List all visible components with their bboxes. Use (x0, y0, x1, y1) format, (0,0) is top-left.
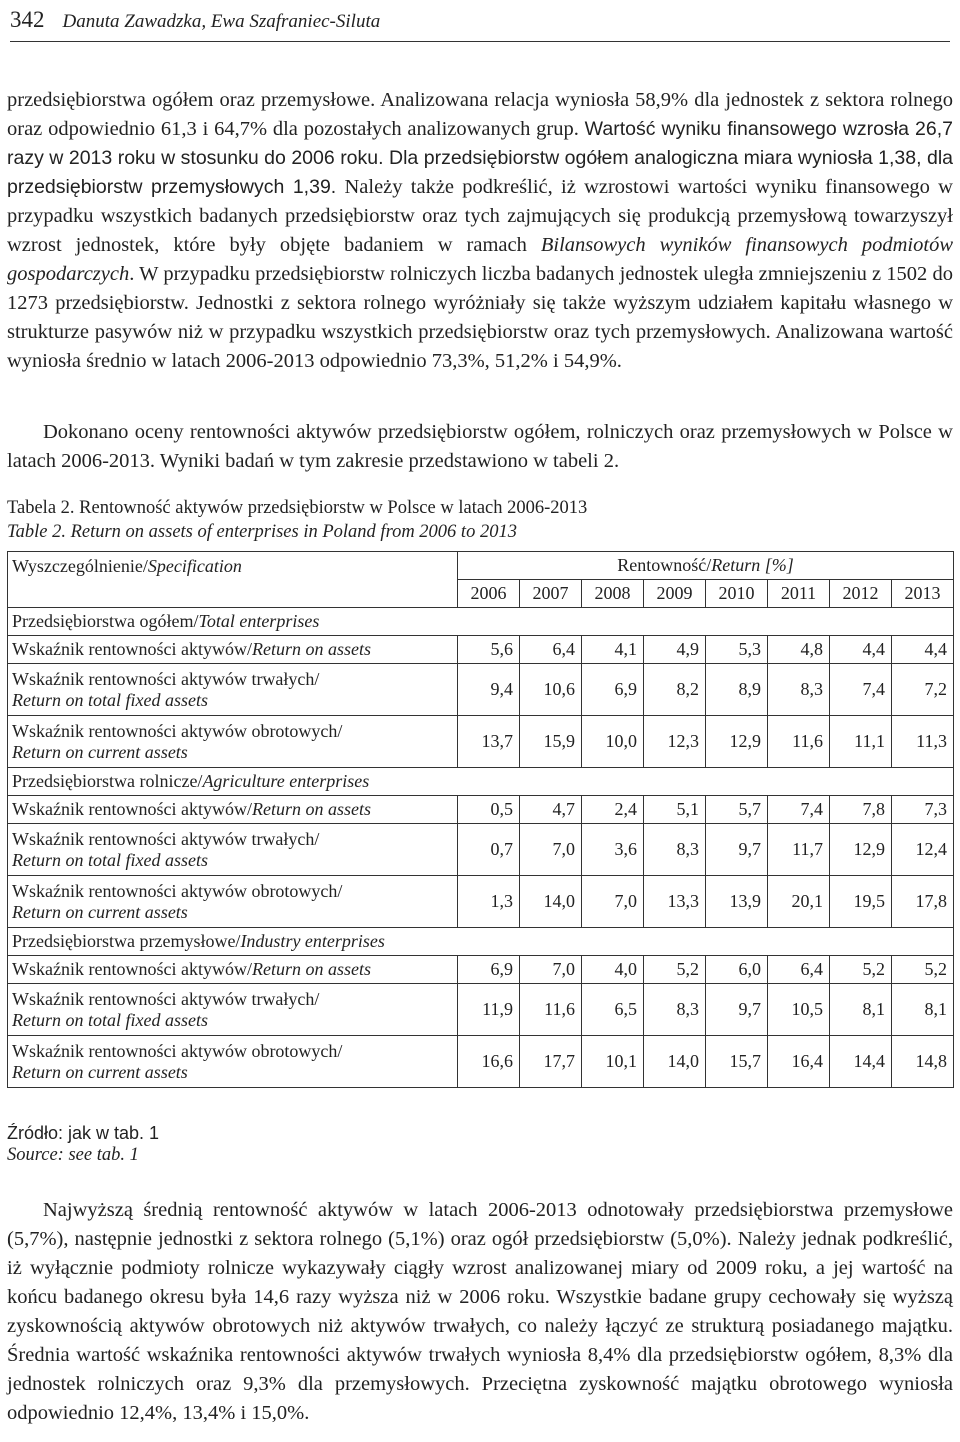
value-cell: 7,8 (830, 796, 892, 824)
value-cell: 13,7 (458, 716, 520, 768)
value-cell: 8,2 (644, 664, 706, 716)
value-cell: 7,2 (892, 664, 954, 716)
table-row (8, 956, 954, 984)
value-cell: 12,9 (706, 716, 768, 768)
value-cell: 15,9 (520, 716, 582, 768)
value-cell: 8,3 (768, 664, 830, 716)
value-cell: 4,0 (582, 956, 644, 984)
row-label: Wskaźnik rentowności aktywów trwałych/ Return on total fixed assets (8, 824, 458, 876)
paragraph-3-text: Najwyższą średnią rentowność aktywów w latach 2006-2013 odnotowały przedsiębiorstwa przemysłowe (5,7%), następnie jednostki z sektora rolnego (5,1%) oraz ogół przedsiębiorstw (5,0%). Należy jednak podkreślić, iż wyłącznie podmioty rolnicze wykazywały ciągły wzrost analizowanej miary od 2009 roku, a jej wartość na końcu badanego okresu była 14,6 razy wyższa niż w 2006 roku. Wszystkie badane grupy cechowały się wyższą zyskownością aktywów obrotowych niż aktywów trwałych, co należy łączyć ze strukturą posiadanego majątku. Średnia wartość wskaźnika rentowności aktywów trwałych wyniosła 8,4% dla przedsiębiorstw ogółem, 8,3% dla jednostek rolniczych oraz 9,3% dla przemysłowych. Przeciętna zyskowność majątku obrotowego wyniosła odpowiednio 12,4%, 13,4% i 15,0%. (7, 1199, 953, 1424)
value-cell: 5,2 (830, 956, 892, 984)
year-header: 2006 (458, 580, 520, 608)
paragraph-3 (7, 1196, 953, 1428)
paragraph-1-italic-title: Bilansowych wyników finansowych podmiotów gospodarczych (7, 234, 953, 285)
group-row (8, 928, 954, 956)
value-cell: 12,3 (644, 716, 706, 768)
table-caption (7, 496, 953, 544)
group-row (8, 608, 954, 636)
value-cell: 11,6 (768, 716, 830, 768)
table-header-row (8, 552, 954, 580)
value-cell: 6,4 (520, 636, 582, 664)
running-authors: Danuta Zawadzka, Ewa Szafraniec-Siluta (62, 11, 381, 32)
value-cell: 9,7 (706, 984, 768, 1036)
table-row (8, 876, 954, 928)
year-header: 2013 (892, 580, 954, 608)
table-row (8, 636, 954, 664)
value-cell: 14,0 (520, 876, 582, 928)
row-label: Wskaźnik rentowności aktywów/Return on assets (8, 796, 458, 824)
paragraph-1-part-b: Wartość wyniku finansowego wzrosła 26,7 razy w 2013 roku w stosunku do 2006 roku. Dla przedsiębiorstw ogółem analogiczna miara wyniosła 1,38, dla przedsiębiorstw przemysłowych 1,39. (7, 118, 953, 198)
value-cell: 4,4 (892, 636, 954, 664)
value-cell: 5,1 (644, 796, 706, 824)
table-source (7, 1122, 159, 1166)
value-cell: 13,9 (706, 876, 768, 928)
table-row (8, 984, 954, 1036)
value-cell: 4,4 (830, 636, 892, 664)
value-cell: 11,6 (520, 984, 582, 1036)
paragraph-1-part-d: . W przypadku przedsiębiorstw rolniczych liczba badanych jednostek uległa zmniejszeniu z 1502 do 1273 przedsiębiorstw. Jednostki z sektora rolnego wyróżniały się także wyższym udziałem kapitału własnego w strukturze pasywów niż w przypadku wszystkich przedsiębiorstw oraz tych przemysłowych. Analizowana wartość wyniosła średnio w latach 2006-2013 odpowiednio 73,3%, 51,2% i 54,9%. (7, 263, 953, 372)
value-cell: 5,2 (644, 956, 706, 984)
value-cell: 11,9 (458, 984, 520, 1036)
year-header: 2011 (768, 580, 830, 608)
group-label: Przedsiębiorstwa rolnicze/Agriculture enterprises (8, 768, 954, 796)
value-cell: 5,7 (706, 796, 768, 824)
value-cell: 8,9 (706, 664, 768, 716)
value-cell: 17,8 (892, 876, 954, 928)
value-cell: 11,7 (768, 824, 830, 876)
value-cell: 12,4 (892, 824, 954, 876)
table-row (8, 716, 954, 768)
value-cell: 8,3 (644, 984, 706, 1036)
return-on-assets-table (7, 551, 954, 1088)
value-cell: 14,8 (892, 1036, 954, 1088)
value-cell: 7,4 (830, 664, 892, 716)
value-cell: 19,5 (830, 876, 892, 928)
value-cell: 14,4 (830, 1036, 892, 1088)
table-row (8, 1036, 954, 1088)
value-cell: 7,0 (520, 824, 582, 876)
value-cell: 9,7 (706, 824, 768, 876)
row-label: Wskaźnik rentowności aktywów trwałych/ Return on total fixed assets (8, 984, 458, 1036)
value-cell: 6,9 (458, 956, 520, 984)
group-label: Przedsiębiorstwa przemysłowe/Industry enterprises (8, 928, 954, 956)
value-cell: 16,4 (768, 1036, 830, 1088)
value-cell: 8,1 (892, 984, 954, 1036)
value-cell: 6,0 (706, 956, 768, 984)
table-row (8, 824, 954, 876)
value-cell: 10,6 (520, 664, 582, 716)
value-cell: 17,7 (520, 1036, 582, 1088)
value-cell: 5,3 (706, 636, 768, 664)
value-cell: 4,1 (582, 636, 644, 664)
paragraph-2-text: Dokonano oceny rentowności aktywów przedsiębiorstw ogółem, rolniczych oraz przemysłowych w Polsce w latach 2006-2013. Wyniki badań w tym zakresie przedstawiono w tabeli 2. (7, 421, 953, 472)
spec-header: Wyszczególnienie/Specification (8, 552, 458, 608)
value-cell: 5,6 (458, 636, 520, 664)
value-cell: 13,3 (644, 876, 706, 928)
value-cell: 4,8 (768, 636, 830, 664)
return-header: Rentowność/Return [%] (458, 552, 954, 580)
paragraph-1-part-a: przedsiębiorstwa ogółem oraz przemysłowe. Analizowana relacja wyniosła 58,9% dla jednostek z sektora rolnego oraz odpowiednio 61,3 i 64,7% dla pozostałych analizowanych grup. (7, 89, 953, 140)
value-cell: 0,7 (458, 824, 520, 876)
row-label: Wskaźnik rentowności aktywów/Return on assets (8, 636, 458, 664)
value-cell: 1,3 (458, 876, 520, 928)
table-caption-pl: Tabela 2. Rentowność aktywów przedsiębiorstw w Polsce w latach 2006-2013 (7, 498, 588, 518)
table-row (8, 796, 954, 824)
value-cell: 3,6 (582, 824, 644, 876)
value-cell: 8,1 (830, 984, 892, 1036)
page-number: 342 (10, 7, 45, 32)
value-cell: 15,7 (706, 1036, 768, 1088)
value-cell: 8,3 (644, 824, 706, 876)
value-cell: 12,9 (830, 824, 892, 876)
value-cell: 6,5 (582, 984, 644, 1036)
value-cell: 5,2 (892, 956, 954, 984)
table-caption-en: Table 2. Return on assets of enterprises in Poland from 2006 to 2013 (7, 522, 517, 542)
year-header: 2010 (706, 580, 768, 608)
row-label: Wskaźnik rentowności aktywów obrotowych/ Return on current assets (8, 716, 458, 768)
year-header: 2007 (520, 580, 582, 608)
value-cell: 7,0 (520, 956, 582, 984)
value-cell: 16,6 (458, 1036, 520, 1088)
group-label: Przedsiębiorstwa ogółem/Total enterprises (8, 608, 954, 636)
row-label: Wskaźnik rentowności aktywów obrotowych/ Return on current assets (8, 1036, 458, 1088)
value-cell: 7,4 (768, 796, 830, 824)
value-cell: 10,0 (582, 716, 644, 768)
row-label: Wskaźnik rentowności aktywów/Return on assets (8, 956, 458, 984)
paragraph-1-part-c: Należy także podkreślić, iż wzrostowi wartości wyniku finansowego w przypadku wszystkich badanych przedsiębiorstw oraz tych zajmujących się produkcją przemysłową towarzyszył wzrost jednostek, które były objęte badaniem w ramach (7, 176, 953, 256)
row-label: Wskaźnik rentowności aktywów trwałych/ Return on total fixed assets (8, 664, 458, 716)
value-cell: 10,1 (582, 1036, 644, 1088)
value-cell: 7,0 (582, 876, 644, 928)
row-label: Wskaźnik rentowności aktywów obrotowych/ Return on current assets (8, 876, 458, 928)
group-row (8, 768, 954, 796)
year-header: 2009 (644, 580, 706, 608)
value-cell: 9,4 (458, 664, 520, 716)
value-cell: 14,0 (644, 1036, 706, 1088)
running-header (10, 0, 950, 42)
year-header: 2008 (582, 580, 644, 608)
value-cell: 10,5 (768, 984, 830, 1036)
value-cell: 6,9 (582, 664, 644, 716)
value-cell: 20,1 (768, 876, 830, 928)
year-header: 2012 (830, 580, 892, 608)
value-cell: 11,1 (830, 716, 892, 768)
value-cell: 7,3 (892, 796, 954, 824)
value-cell: 2,4 (582, 796, 644, 824)
value-cell: 0,5 (458, 796, 520, 824)
source-en: Source: see tab. 1 (7, 1145, 139, 1165)
value-cell: 4,7 (520, 796, 582, 824)
table-row (8, 664, 954, 716)
paragraph-2 (7, 418, 953, 476)
paragraph-1 (7, 86, 953, 376)
value-cell: 6,4 (768, 956, 830, 984)
value-cell: 4,9 (644, 636, 706, 664)
value-cell: 11,3 (892, 716, 954, 768)
source-pl: Źródło: jak w tab. 1 (7, 1123, 160, 1143)
